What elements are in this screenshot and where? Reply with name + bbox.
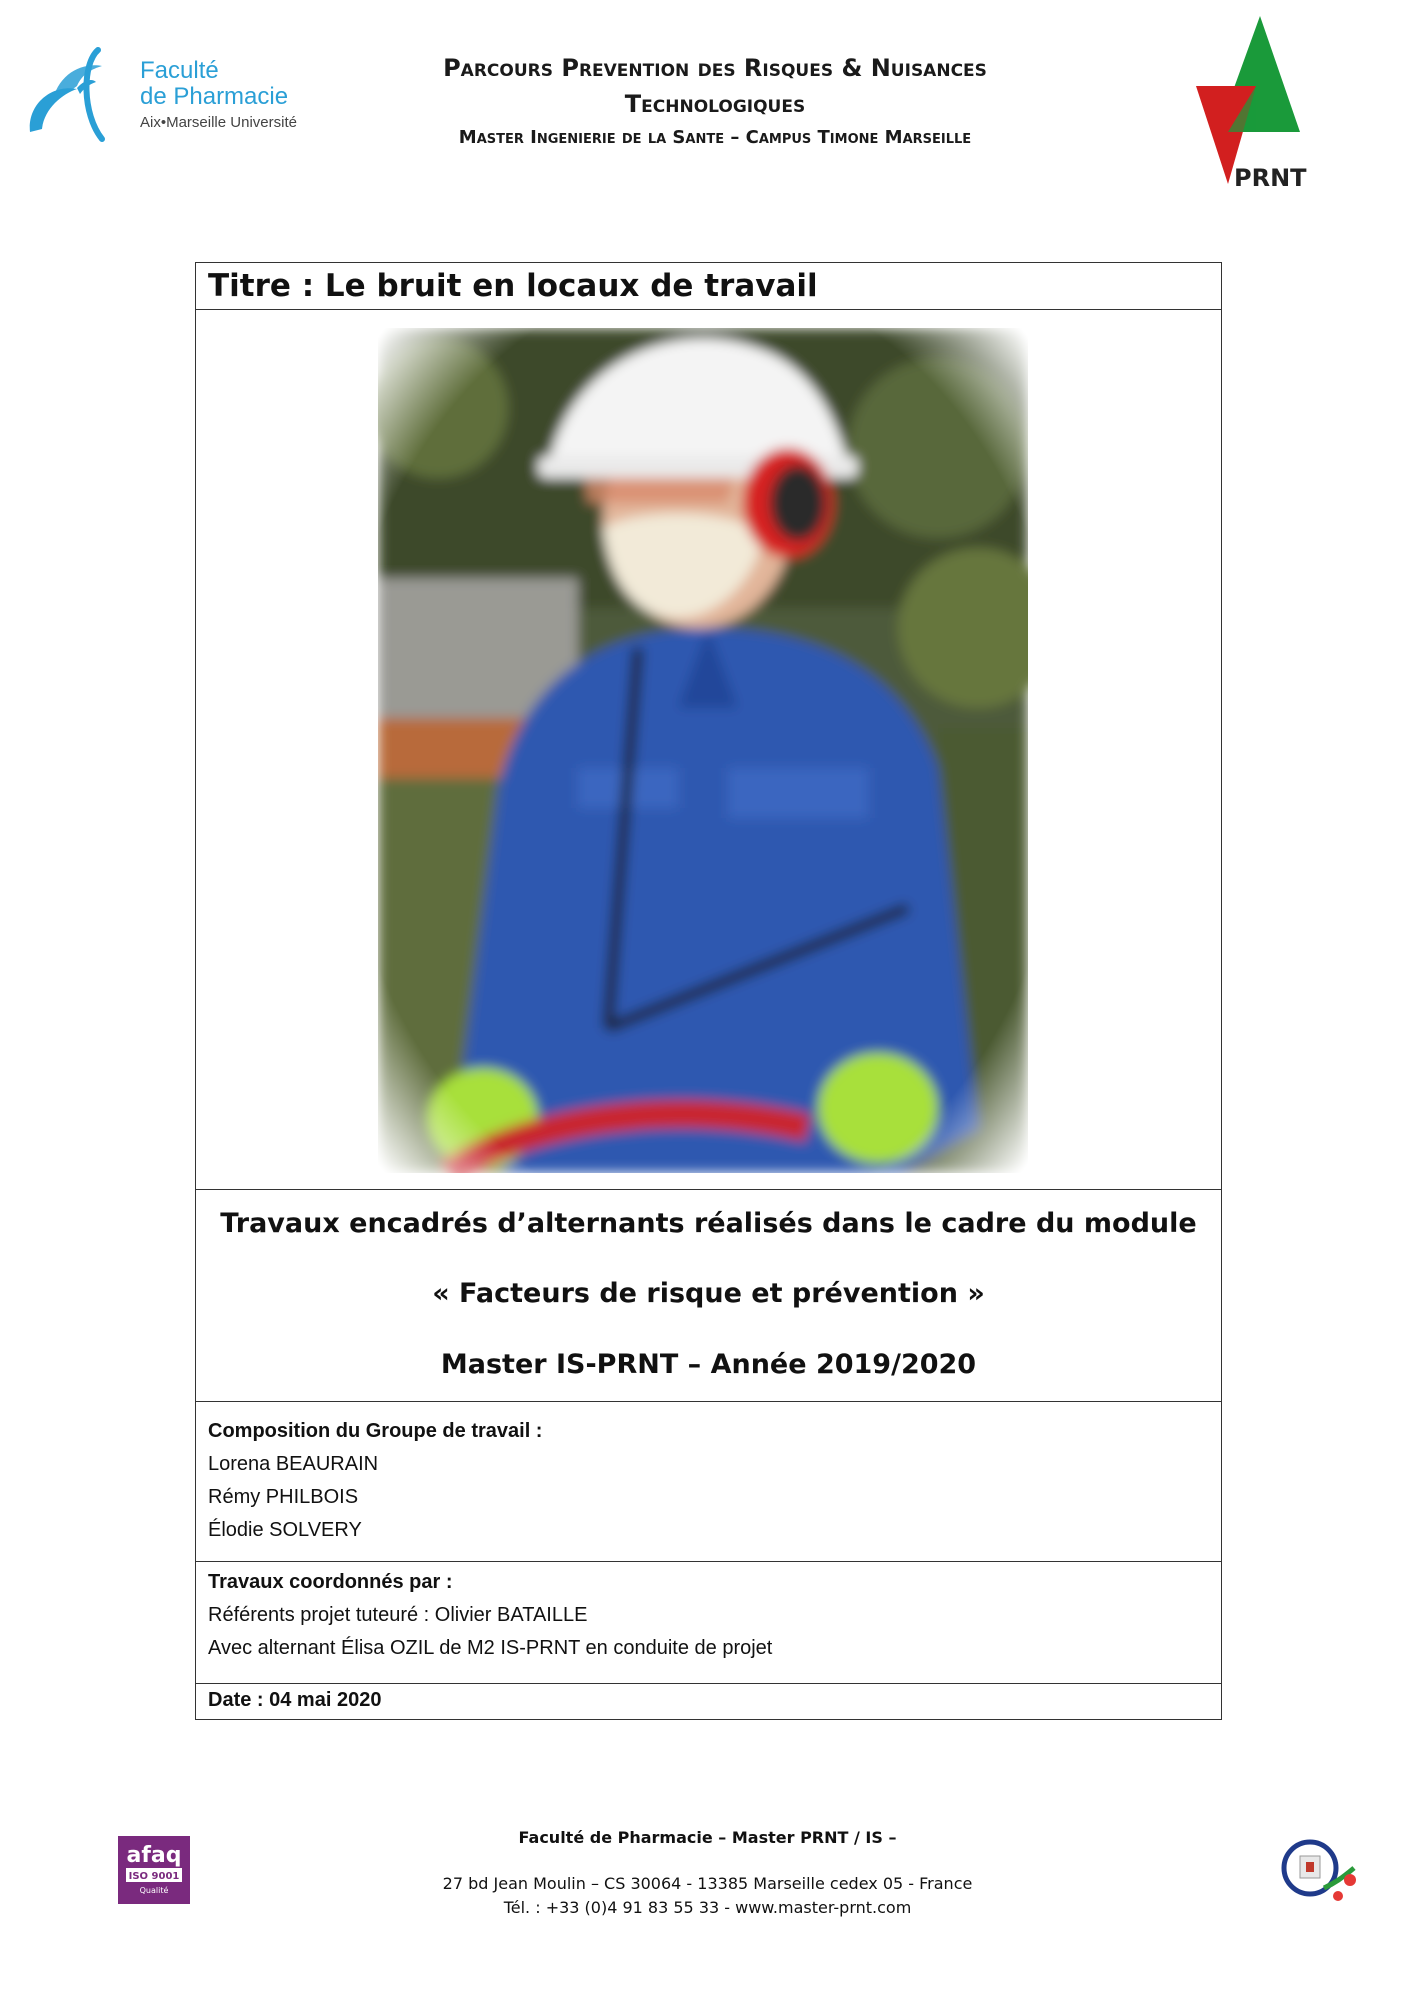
cover-frame (195, 262, 1222, 1720)
afaq-text: afaq (126, 1843, 182, 1868)
footer (300, 1826, 1115, 1920)
afaq-quality: Qualité (139, 1886, 169, 1895)
prnt-logo (1190, 14, 1310, 194)
date-label: Date : (208, 1689, 270, 1711)
coordination-block (196, 1562, 1221, 1684)
footer-contact: Tél. : +33 (0)4 91 83 55 33 - www.master-prnt.com (503, 1898, 912, 1917)
master-year: Master IS-PRNT – Année 2019/2020 (440, 1349, 977, 1380)
coord-alternant: Avec alternant Élisa OZIL de M2 IS-PRNT en conduite de projet (208, 1637, 773, 1659)
university-name: Aix•Marseille Université (140, 114, 297, 131)
module-line1: Travaux encadrés d’alternants réalisés dans le cadre du module (220, 1208, 1197, 1239)
group-member: Lorena BEAURAIN (208, 1453, 379, 1475)
faculty-name-line2: de Pharmacie (140, 83, 289, 110)
group-member: Élodie SOLVERY (208, 1519, 362, 1541)
prnt-logo-text: PRNT (1234, 164, 1307, 192)
coord-heading: Travaux coordonnés par : (208, 1571, 453, 1593)
date-value: 04 mai 2020 (269, 1689, 382, 1711)
group-block (196, 1402, 1221, 1562)
faculty-name-line1: Faculté (140, 57, 219, 84)
worker-photo (378, 328, 1028, 1173)
pharmacy-bird-icon (22, 44, 132, 144)
footer-faculty: Faculté de Pharmacie – Master PRNT / IS – (518, 1828, 897, 1847)
footer-address: 27 bd Jean Moulin – CS 30064 - 13385 Marseille cedex 05 - France (442, 1874, 973, 1893)
group-heading: Composition du Groupe de travail : (208, 1420, 543, 1442)
header-title-line2: Technologiques (624, 90, 806, 118)
afaq-iso-logo (118, 1836, 190, 1904)
coord-referent: Référents projet tuteuré : Olivier BATAILLE (208, 1604, 588, 1626)
module-block (196, 1190, 1221, 1402)
header-title-line1: Parcours Prevention des Risques & Nuisances (443, 54, 987, 82)
quality-label-logo (1280, 1838, 1364, 1906)
photo-row (196, 310, 1221, 1190)
module-name: « Facteurs de risque et prévention » (432, 1278, 985, 1309)
date-block (196, 1684, 1221, 1719)
faculty-logo (22, 44, 342, 144)
header-title-line3: Master Ingenierie de la Sante – Campus Timone Marseille (458, 127, 972, 148)
document-title: Titre : Le bruit en locaux de travail (196, 263, 1221, 310)
group-member: Rémy PHILBOIS (208, 1486, 359, 1508)
header-title (360, 50, 1070, 154)
afaq-iso: ISO 9001 (128, 1871, 180, 1882)
